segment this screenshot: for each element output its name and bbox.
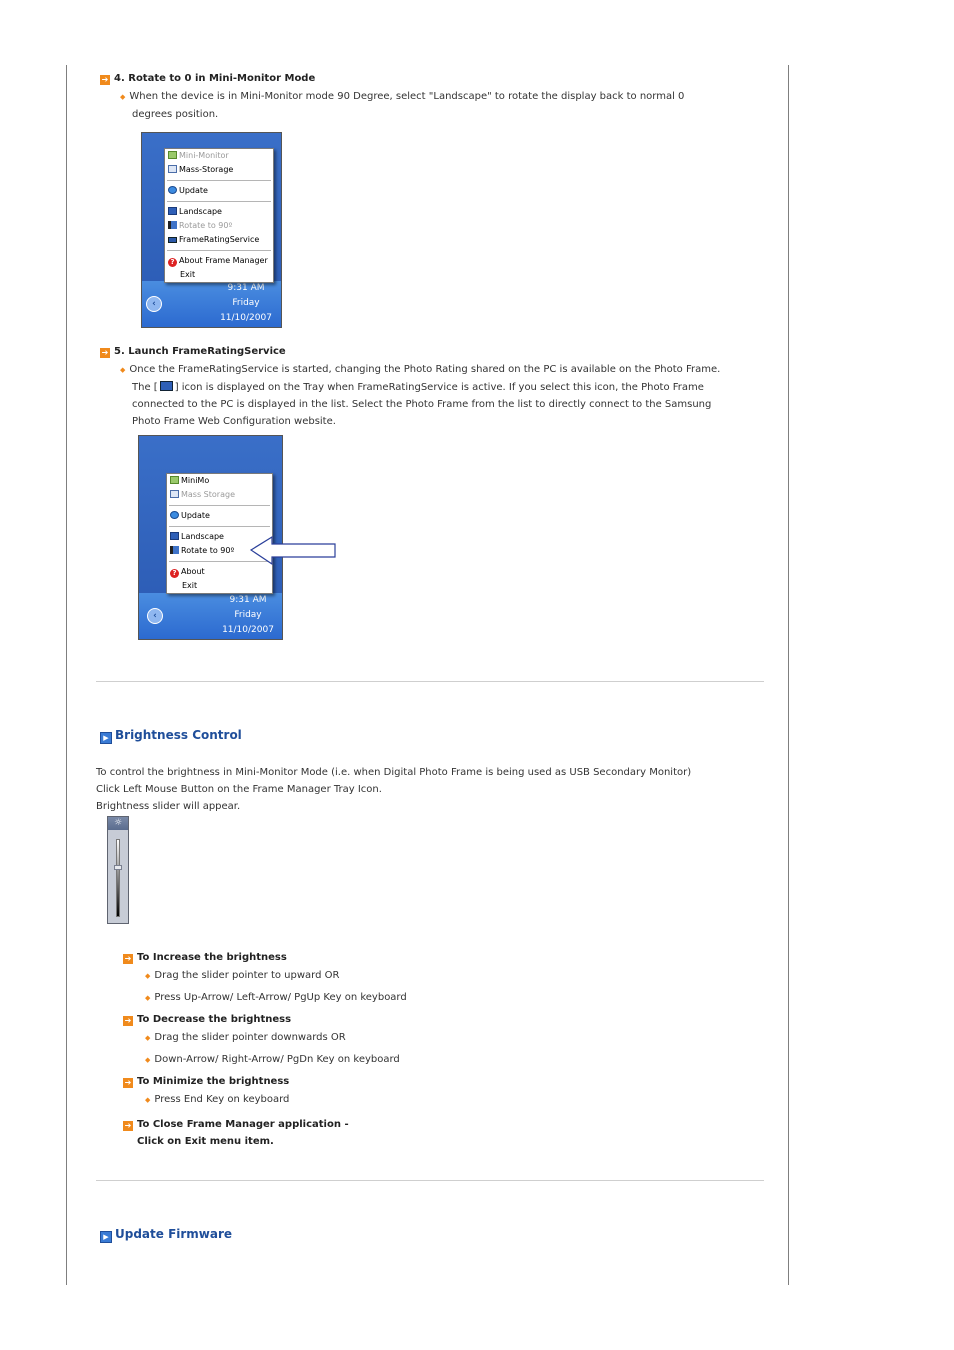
menu-item-mass-storage[interactable]: Mass Storage [167, 488, 272, 502]
update-icon [168, 186, 177, 194]
orange-arrow-icon: ➔ [124, 1016, 132, 1025]
left-border-line [66, 65, 67, 1285]
menu-item-frame-rating-service[interactable]: FrameRatingService [165, 233, 273, 247]
right-border-line [788, 65, 789, 1285]
rotate-monitor-icon [170, 546, 179, 554]
menu-item-rotate-90[interactable]: Rotate to 90º [167, 544, 272, 558]
minimize-text-1: Press End Key on keyboard [154, 1094, 290, 1105]
bullet-icon: ◆ [145, 1056, 151, 1064]
firmware-heading [100, 1227, 232, 1243]
brightness-intro [96, 764, 691, 815]
increase-text-1: Drag the slider pointer to upward OR [154, 970, 340, 981]
step4-heading [100, 73, 315, 85]
frame-rating-icon [168, 237, 177, 243]
menu-item-update[interactable]: Update [165, 184, 273, 198]
step5-title: 5. Launch FrameRatingService [114, 346, 286, 357]
sun-icon: ☼ [108, 817, 128, 830]
menu-separator [169, 526, 270, 527]
decrease-heading [123, 1014, 291, 1026]
increase-title: To Increase the brightness [137, 952, 287, 963]
step5-line2b: ] icon is displayed on the Tray when FrameRatingService is active. If you select this icon, the Photo Frame [174, 382, 704, 393]
clock-date: 11/10/2007 [220, 313, 272, 323]
bullet-icon: ◆ [145, 972, 151, 980]
increase-item-1 [145, 967, 339, 985]
increase-text-2: Press Up-Arrow/ Left-Arrow/ PgUp Key on keyboard [154, 992, 407, 1003]
update-icon [170, 511, 179, 519]
increase-item-2 [145, 989, 407, 1007]
menu-item-exit[interactable]: Exit [182, 581, 198, 590]
monitor-icon [168, 207, 177, 215]
bullet-icon: ◆ [145, 1034, 151, 1042]
minimize-title: To Minimize the brightness [137, 1076, 290, 1087]
step4-text-line1: When the device is in Mini-Monitor mode 90 Degree, select "Landscape" to rotate the display back to normal 0 [129, 91, 685, 102]
menu-item-minimo[interactable]: MiniMo [167, 474, 272, 488]
menu-item-exit[interactable]: Exit [180, 270, 196, 279]
menu-separator [167, 250, 271, 251]
close-heading [123, 1116, 349, 1150]
disk-icon [170, 490, 179, 498]
brightness-heading [100, 728, 242, 744]
step5-line4: Photo Frame Web Configuration website. [132, 416, 336, 427]
step4-text-line2: degrees position. [132, 109, 219, 120]
bullet-icon: ◆ [145, 994, 151, 1002]
tray-monitor-icon [160, 381, 173, 391]
orange-arrow-icon: ➔ [124, 1078, 132, 1087]
rotate-monitor-icon [168, 221, 177, 229]
section-divider [96, 681, 764, 682]
increase-heading [123, 952, 287, 964]
brightness-intro-line2: Click Left Mouse Button on the Frame Manager Tray Icon. [96, 784, 382, 795]
tray-context-menu [164, 148, 274, 283]
decrease-text-2: Down-Arrow/ Right-Arrow/ PgDn Key on keyboard [154, 1054, 400, 1065]
disk-icon [168, 165, 177, 173]
help-icon: ? [168, 258, 177, 267]
minimize-item-1 [145, 1091, 289, 1109]
decrease-item-1 [145, 1029, 346, 1047]
step5-line2a: The [ [132, 382, 158, 393]
step4-title: 4. Rotate to 0 in Mini-Monitor Mode [114, 73, 316, 84]
chevron-left-icon: ‹ [146, 296, 162, 312]
clock-day: Friday [232, 298, 260, 308]
clock-day: Friday [234, 610, 262, 620]
brightness-intro-line3: Brightness slider will appear. [96, 801, 241, 812]
callout-arrow-icon [250, 536, 340, 566]
clock-time: 9:31 AM [227, 283, 265, 293]
menu-item-landscape[interactable]: Landscape [165, 205, 273, 219]
slider-thumb[interactable] [114, 865, 122, 870]
chevron-left-icon: ‹ [147, 608, 163, 624]
decrease-text-1: Drag the slider pointer downwards OR [154, 1032, 346, 1043]
step5-line1: Once the FrameRatingService is started, changing the Photo Rating shared on the PC is available on the Photo Frame. [129, 364, 721, 375]
close-title-line2: Click on Exit menu item. [137, 1136, 274, 1147]
orange-arrow-icon: ➔ [101, 75, 109, 84]
menu-item-update[interactable]: Update [167, 509, 272, 523]
menu-item-about[interactable]: ? About [167, 565, 272, 579]
brightness-intro-line1: To control the brightness in Mini-Monitor Mode (i.e. when Digital Photo Frame is being used as USB Secondary Monitor) [96, 767, 692, 778]
mini-monitor-icon [168, 151, 177, 159]
clock-date: 11/10/2007 [222, 625, 274, 635]
brightness-title: Brightness Control [115, 728, 242, 742]
step4-screenshot [141, 132, 282, 328]
step5-heading [100, 346, 286, 358]
help-icon: ? [170, 569, 179, 578]
menu-item-landscape[interactable]: Landscape [167, 530, 272, 544]
mini-monitor-icon [170, 476, 179, 484]
menu-separator [167, 180, 271, 181]
decrease-title: To Decrease the brightness [137, 1014, 292, 1025]
orange-arrow-icon: ➔ [124, 954, 132, 963]
section-divider [96, 1180, 764, 1181]
clock-time: 9:31 AM [229, 595, 267, 605]
section-arrow-icon: ▶ [100, 732, 112, 744]
minimize-heading [123, 1076, 289, 1088]
bullet-icon: ◆ [120, 366, 126, 374]
menu-separator [167, 201, 271, 202]
orange-arrow-icon: ➔ [124, 1121, 132, 1130]
menu-separator [169, 505, 270, 506]
bullet-icon: ◆ [120, 93, 126, 101]
orange-arrow-icon: ➔ [101, 348, 109, 357]
menu-item-rotate-90[interactable]: Rotate to 90º [165, 219, 273, 233]
slider-track[interactable] [116, 839, 120, 917]
menu-item-mass-storage[interactable]: Mass-Storage [165, 163, 273, 177]
step4-paragraph [120, 88, 684, 123]
close-title-line1: To Close Frame Manager application - [137, 1119, 349, 1130]
decrease-item-2 [145, 1051, 400, 1069]
step5-paragraph [120, 361, 720, 430]
section-arrow-icon: ▶ [100, 1231, 112, 1243]
firmware-title: Update Firmware [115, 1227, 233, 1241]
bullet-icon: ◆ [145, 1096, 151, 1104]
brightness-slider[interactable] [107, 816, 129, 924]
tray-context-menu [166, 473, 273, 594]
menu-item-about[interactable]: ? About Frame Manager [165, 254, 273, 268]
menu-item-mini-monitor[interactable]: Mini-Monitor [165, 149, 273, 163]
monitor-icon [170, 532, 179, 540]
step5-line3: connected to the PC is displayed in the list. Select the Photo Frame from the list to directly connect to the Samsung [132, 399, 712, 410]
